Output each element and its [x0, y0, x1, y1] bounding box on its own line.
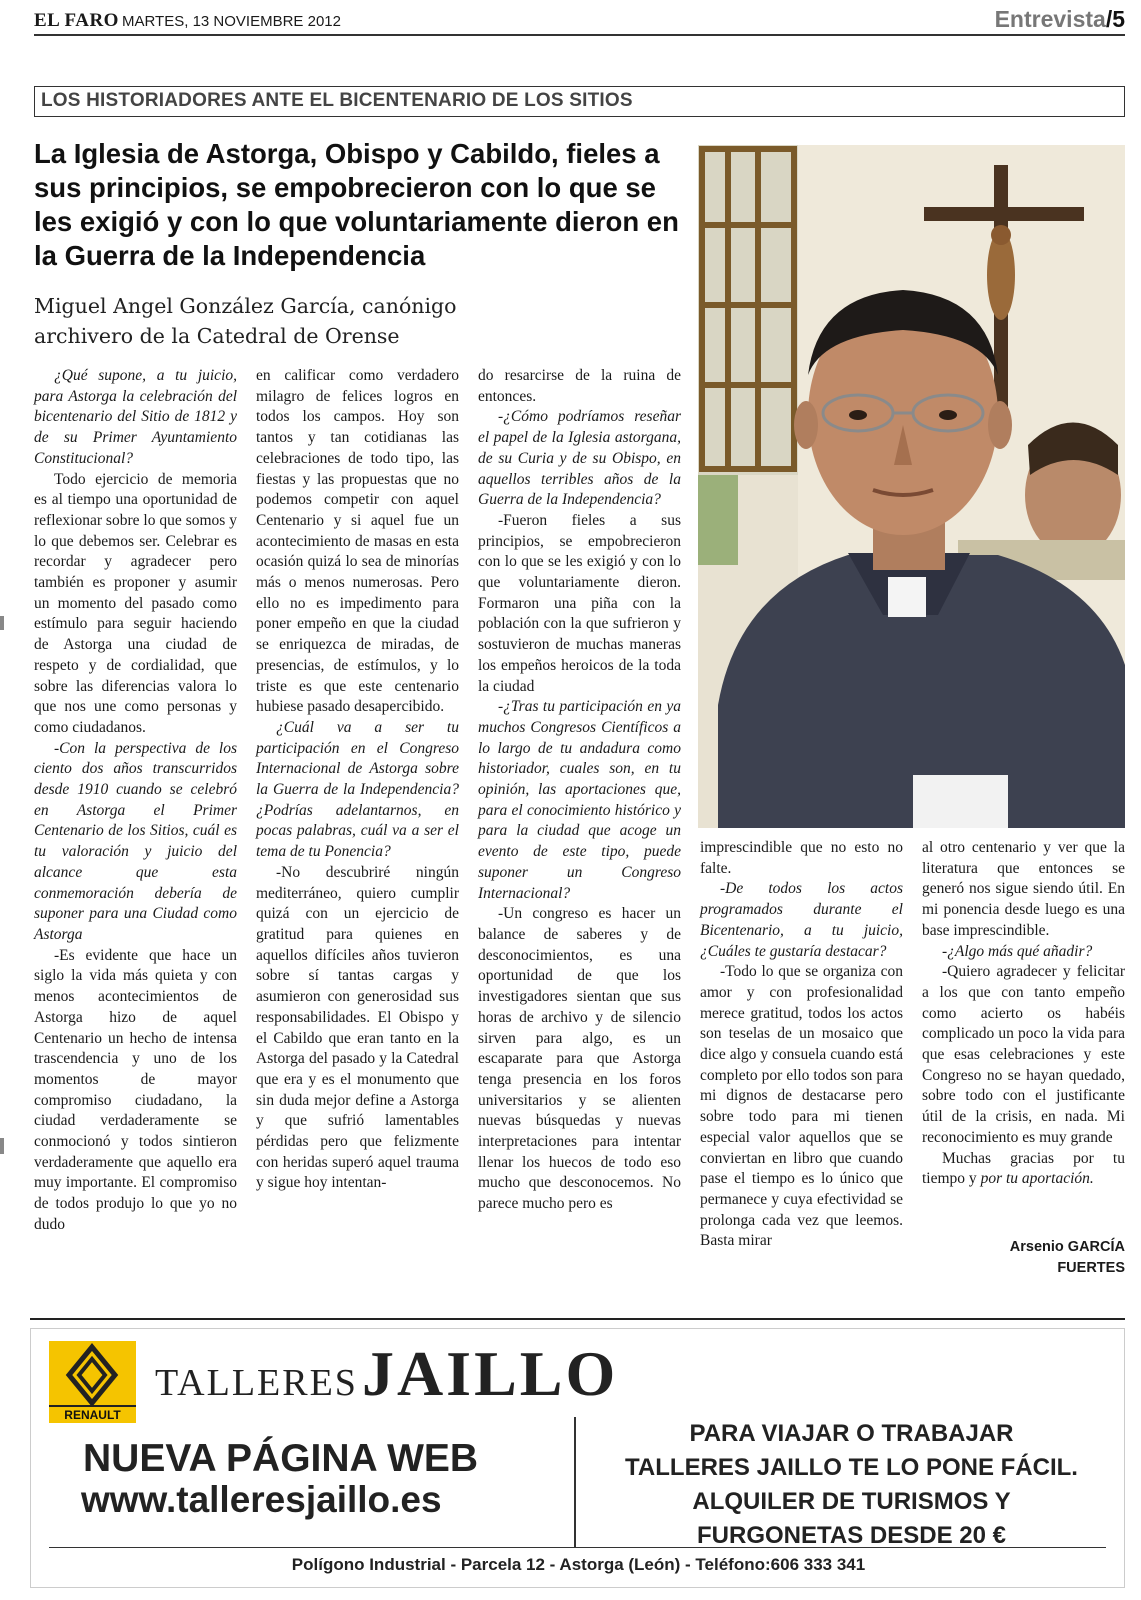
- advertisement[interactable]: [30, 1328, 1125, 1588]
- answer-2: -Es evidente que hace un siglo la vida más quieta y con menos acontecimientos de Astorga hizo de aquel Centenario un hecho de intensa trascendencia y uno de los momentos de mayor compromiso ciudadano, la ciudad verdaderamente se conmocionó y todos sintieron verdaderamente que aquello era muy importante. El compromiso de todos produjo lo que yo no dudo: [34, 946, 237, 1233]
- ad-brand: [155, 1337, 618, 1411]
- author-credit: [922, 1237, 1125, 1279]
- offer-line-3: ALQUILER DE TURISMOS Y: [692, 1488, 1011, 1515]
- question-7: -¿Algo más qué añadir?: [942, 942, 1093, 960]
- web-headline: NUEVA PÁGINA WEB: [83, 1437, 479, 1480]
- ad-top-rule: [30, 1318, 1125, 1320]
- ad-divider: [574, 1417, 576, 1547]
- newspaper-name: EL FARO: [34, 10, 119, 31]
- answer-5-continued: imprescindible que no esto no falte.: [700, 839, 903, 877]
- answer-4: -Fueron fieles a sus principios, se empobrecieron con lo que se les exigió y con lo que voluntariamente dieron. Formaron una piña con la población con la que sufrieron y sostuvieron de muchas maneras los empeños heroicos de la toda la ciudad: [478, 511, 681, 695]
- margin-mark: [0, 616, 4, 630]
- byline-line-2: archivero de la Catedral de Orense: [34, 324, 400, 348]
- article-column-4: [700, 838, 903, 1252]
- renault-logo: [49, 1341, 136, 1423]
- closing-thanks-text: Muchas gracias por tu tiempo y: [922, 1149, 1125, 1188]
- author-line-2: FUERTES: [1057, 1260, 1125, 1276]
- offer-line-4: FURGONETAS DESDE 20 €: [697, 1522, 1006, 1549]
- renault-plate: [49, 1405, 136, 1423]
- page-header: [34, 6, 1125, 36]
- byline: [34, 291, 674, 351]
- answer-3: -No descubriré ningún mediterráneo, quiero cumplir quizá con un ejercicio de gratitud para quienes en aquellos difíciles años tuvieron sobre sí tantas cargas y asumieron con generosidad sus responsabilidades. El Obispo y el Cabildo que eran tanto en la Astorga del pasado y la Catedral que era y es el monumento que sin duda mejor define a Astorga y que sufrió lamentables pérdidas pero que felizmente con heridas superó aquel trauma y sigue hoy intentan-: [256, 863, 459, 1192]
- byline-line-1: Miguel Angel González García, canónigo: [34, 294, 457, 318]
- brand-prefix: TALLERES: [155, 1362, 358, 1404]
- article-column-5: [922, 838, 1125, 1190]
- margin-mark: [0, 1138, 4, 1154]
- answer-6: -Todo lo que se organiza con amor y con profesionalidad merece gratitud, todos los actos son teselas de un mosaico que dice algo y consuela cuando está completo por ello todos son para mi dignos de destacarse pero sobre todo para mi tienen especial valor aquellos que se conviertan en libro que cuando pase el tiempo es lo único que permanece y cuya efectividad se prolonga cada vez que leemos. Basta mirar: [700, 963, 903, 1250]
- ad-footer-address: Polígono Industrial - Parcela 12 - Astorga (León) - Teléfono:606 333 341: [291, 1555, 866, 1574]
- renault-logo-text: RENAULT: [64, 1408, 121, 1422]
- question-1: ¿Qué supone, a tu juicio, para Astorga la celebración del bicentenario del Sitio de 1812 y de su Primer Ayuntamiento Constitucional?: [34, 367, 237, 467]
- web-url-link[interactable]: www.talleresjaillo.es: [81, 1479, 442, 1520]
- answer-6-continued: al otro centenario y ver que la literatura que entonces se generó nos sigue siendo útil. En mi ponencia desde luego es una base imprescindible.: [922, 839, 1125, 939]
- author-line-1: Arsenio GARCÍA: [1009, 1239, 1125, 1255]
- issue-date: MARTES, 13 NOVIEMBRE 2012: [122, 13, 341, 30]
- article-column-2: [256, 366, 459, 1194]
- question-3: ¿Cuál va a ser tu participación en el Congreso Internacional de Astorga sobre la Guerra de la Independencia? ¿Podrías adelantarnos, en pocas palabras, cuál va a ser el tema de tu Ponencia?: [256, 718, 459, 861]
- ad-offer: [579, 1417, 1124, 1553]
- question-4: -¿Cómo podríamos reseñar el papel de la Iglesia astorgana, de su Curia y de su Obispo, en aquellos terribles años de la Guerra de la Independencia?: [478, 408, 681, 509]
- article-column-3: [478, 366, 681, 1215]
- section-label: [995, 6, 1125, 33]
- ad-footer-rule: [49, 1547, 1106, 1548]
- kicker-text: LOS HISTORIADORES ANTE EL BICENTENARIO DE LOS SITIOS: [41, 90, 633, 111]
- question-5: -¿Tras tu participación en ya muchos Congresos Científicos a lo largo de tu andadura como historiador, cuales son, en tu opinión, las aportaciones que, para el conocimiento histórico y para la ciudad que acoge un evento de este tipo, puede suponer un Congreso Internacional?: [478, 698, 681, 902]
- answer-1: Todo ejercicio de memoria es al tiempo una oportunidad de reflexionar sobre lo que somos y lo que debemos ser. Celebrar es recordar y agradecer pero también es proponer y asumir un momento del pasado como estímulo para seguir haciendo de Astorga una ciudad de respeto y de cordialidad, que sobre las diferencias valora lo que nos une como personas y como ciudadanos.: [34, 470, 237, 736]
- kicker-box: [34, 86, 1125, 117]
- question-6: -De todos los actos programados durante el Bicentenario, a tu juicio, ¿Cuáles te gustaría destacar?: [700, 880, 903, 960]
- section-name: Entrevista: [994, 6, 1106, 32]
- renault-diamond-icon: [49, 1341, 136, 1405]
- closing-thanks: [922, 1149, 1125, 1190]
- offer-line-2: TALLERES JAILLO TE LO PONE FÁCIL.: [625, 1454, 1078, 1481]
- answer-5: -Un congreso es hacer un balance de saberes y de desconocimientos, es una oportunidad de que los investigadores sientan que sus horas de archivo y de silencio sirven para algo, es un escaparate para que Astorga tenga presencia en los foros universitarios y se alienten nuevas búsquedas y nuevas interpretaciones para intentar llenar los huecos de todo eso mucho que desconocemos. No parece mucho pero es: [478, 905, 681, 1213]
- answer-3-continued: do resarcirse de la ruina de entonces.: [478, 367, 681, 405]
- interviewee-photo: [698, 145, 1125, 828]
- article-column-1: [34, 366, 237, 1236]
- photo-illustration: [698, 145, 1125, 828]
- headline: La Iglesia de Astorga, Obispo y Cabildo, fieles a sus principios, se empobrecieron con lo que se les exigió y con lo que voluntariamente dieron en la Guerra de la Independencia: [34, 138, 679, 271]
- brand-name: JAILLO: [361, 1338, 619, 1409]
- page-number: /5: [1105, 6, 1125, 32]
- closing-thanks-italic: por tu aportación.: [980, 1170, 1094, 1188]
- answer-7: -Quiero agradecer y felicitar a los que con tanto empeño como acierto os habéis complicado un poco la vida para que esas celebraciones y este Congreso no se hayan quedado, sobre todo con el justificante útil de la crisis, en nada. Mi reconocimiento es muy grande: [922, 963, 1125, 1146]
- answer-2-continued: en calificar como verdadero milagro de felices logros en todos los campos. Hoy son tantos y tan cotidianas las celebraciones de todo tipo, las fiestas y las propuestas que no podemos competir con aquel Centenario y si aquel fue un acontecimiento de masas en esta ocasión quizá lo sea de minorías más o menos numerosas. Pero ello no es impedimento para poner empeño en que la ciudad se enriquezca de miradas, de presencias, de estímulos, y lo triste es que este centenario hubiese pasado desapercibido.: [256, 367, 459, 716]
- offer-line-1: PARA VIAJAR O TRABAJAR: [689, 1420, 1014, 1447]
- question-2: -Con la perspectiva de los ciento dos años transcurridos desde 1910 cuando se celebró en Astorga el Primer Centenario de los Sitios, cuál es tu valoración y juicio del alcance que esta conmemoración debería de suponer para una Ciudad como Astorga: [34, 739, 237, 943]
